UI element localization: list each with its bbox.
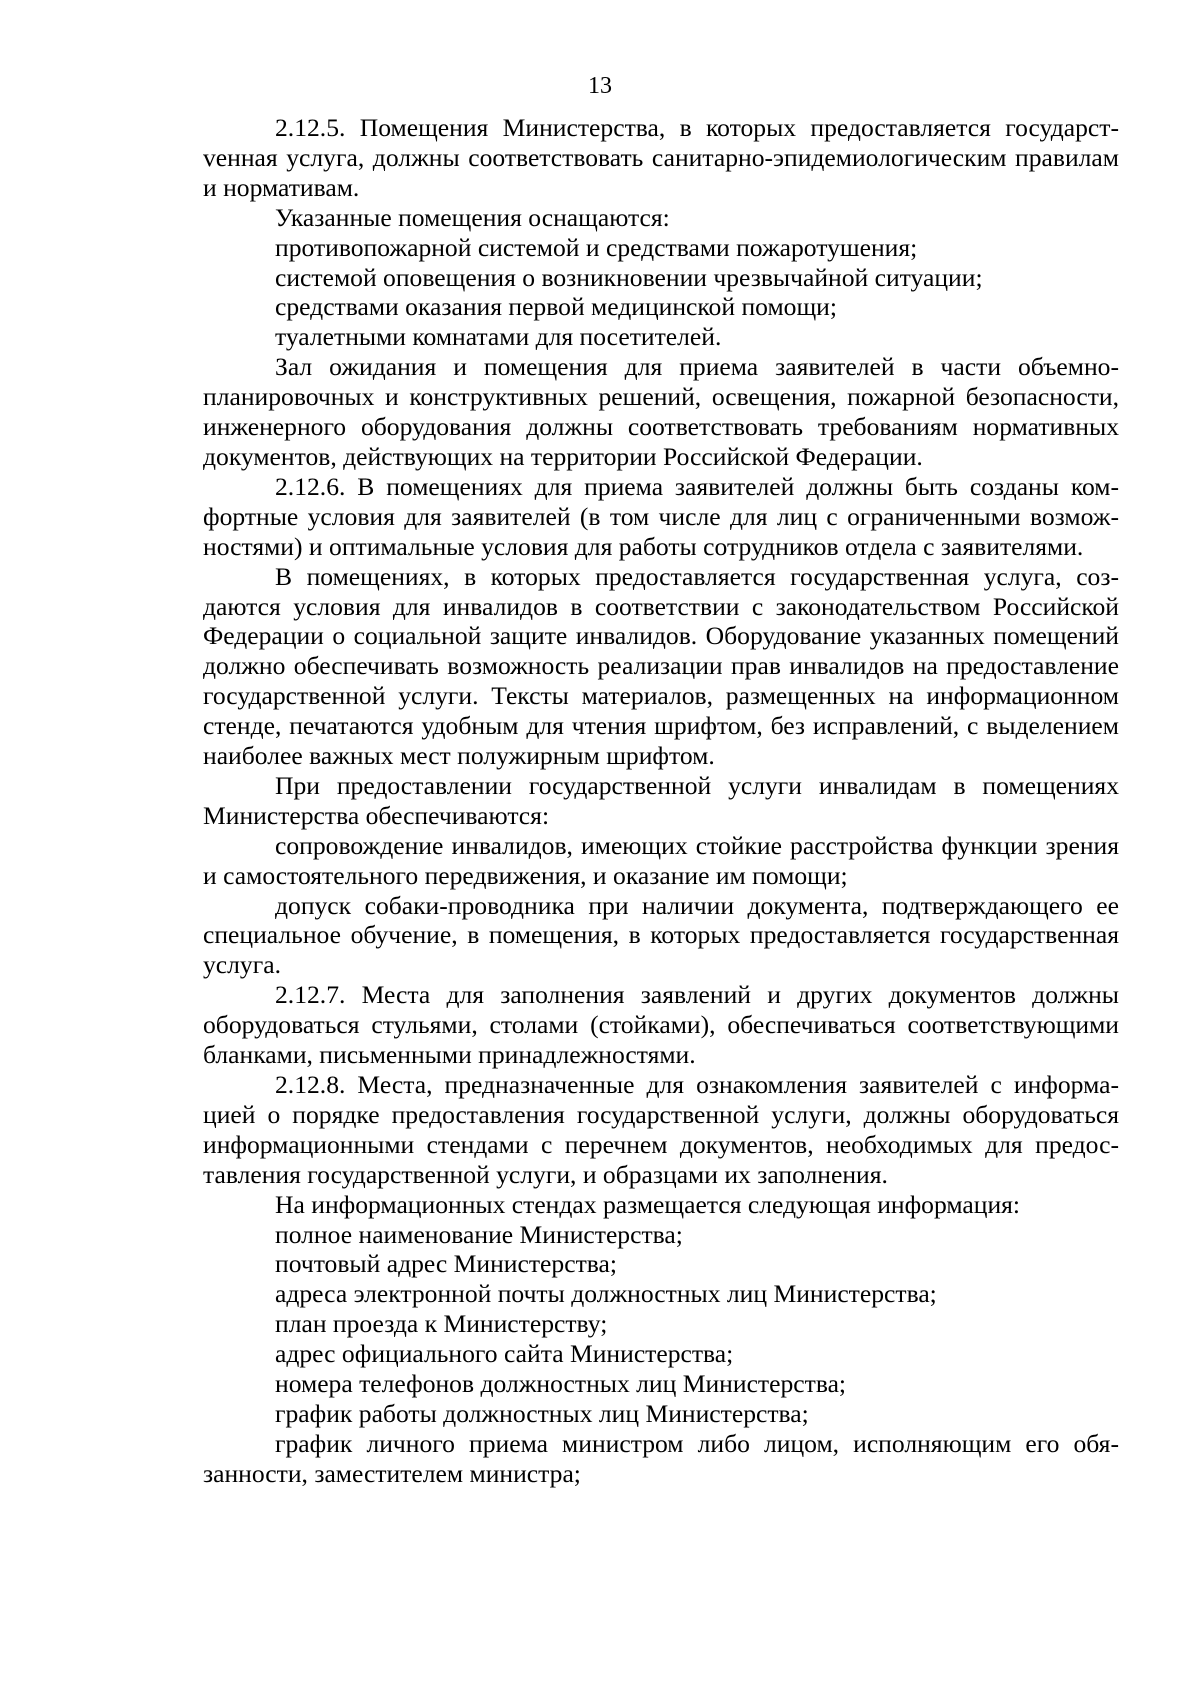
list-item-full-name: полное наименование Министерства; <box>275 1219 683 1249</box>
list-item-escort: сопровождение инвалидов, имеющих стойкие расстройства функции зрения и самостоятельного передвижения, и оказание им помощи; <box>203 830 1119 890</box>
paragraph-2-12-6: 2.12.6. В помещениях для приема заявителей должны быть созданы комфортные условия для заявителей (в том числе для лиц с ограниченными возможностями) и оптимальные условия для работы сотрудников отдела с заявителями. <box>203 471 1119 561</box>
page-number: 13 <box>588 73 612 99</box>
list-item-postal-address: почтовый адрес Министерства; <box>275 1249 617 1279</box>
list-item-route-plan: план проезда к Министерству; <box>275 1309 608 1339</box>
paragraph-2-12-5: 2.12.5. Помещения Министерства, в которых предоставляется государстvенная услуга, должны соответствовать санитарно-эпидемиологическим правилам и нормативам. <box>203 113 1119 202</box>
document-body <box>203 113 1119 1489</box>
list-item-emergency-alert: системой оповещения о возникновении чрезвычайной ситуации; <box>275 262 983 292</box>
paragraph-2-12-8: 2.12.8. Места, предназначенные для ознакомления заявителей с информацией о порядке предоставления государственной услуги, должны оборудоваться информационными стендами с перечнем документов, необходимых для предоставления государственной услуги, и образцами их заполнения. <box>203 1070 1119 1189</box>
list-item-first-aid: средствами оказания первой медицинской помощи; <box>275 292 837 322</box>
list-item-fire-system: противопожарной системой и средствами пожаротушения; <box>275 232 918 262</box>
paragraph-waiting-hall: Зал ожидания и помещения для приема заявителей в части объемно-планировочных и конструктивных решений, освещения, пожарной безопасности, инженерного оборудования должны соответствовать требованиям нормативных документов, действующих на территории Российской Федерации. <box>203 352 1119 471</box>
paragraph-2-12-7: 2.12.7. Места для заполнения заявлений и других документов должны оборудоваться стульями, столами (стойками), обеспечиваться соответствующими бланками, письменными принадлежностями. <box>203 980 1119 1070</box>
list-item-work-schedule: график работы должностных лиц Министерства; <box>275 1398 809 1428</box>
list-item-reception-schedule: график личного приема министром либо лицом, исполняющим его обязанности, заместителем министра; <box>203 1428 1119 1488</box>
list-item-email: адреса электронной почты должностных лиц Министерства; <box>275 1279 937 1309</box>
list-item-guide-dog: допуск собаки-проводника при наличии документа, подтверждающего ее специальное обучение, в помещения, в которых предоставляется государственная услуга. <box>203 890 1119 980</box>
paragraph-disabled-conditions: В помещениях, в которых предоставляется государственная услуга, создаются условия для инвалидов в соответствии с законодательством Российской Федерации о социальной защите инвалидов. Оборудование указанных помещений должно обеспечивать возможность реализации прав инвалидов на предоставление государственной услуги. Тексты материалов, размещенных на информационном стенде, печатаются удобным для чтения шрифтом, без исправлений, с выделением наиболее важных мест полужирным шрифтом. <box>203 561 1119 771</box>
paragraph-premises-equipped: Указанные помещения оснащаются: <box>275 202 670 232</box>
paragraph-disabled-services: При предоставлении государственной услуги инвалидам в помещениях Министерства обеспечиваются: <box>203 770 1119 830</box>
list-item-phones: номера телефонов должностных лиц Министерства; <box>275 1369 847 1399</box>
list-item-website: адрес официального сайта Министерства; <box>275 1339 734 1369</box>
list-item-restrooms: туалетными комнатами для посетителей. <box>275 322 722 352</box>
paragraph-info-stands: На информационных стендах размещается следующая информация: <box>275 1189 1021 1219</box>
